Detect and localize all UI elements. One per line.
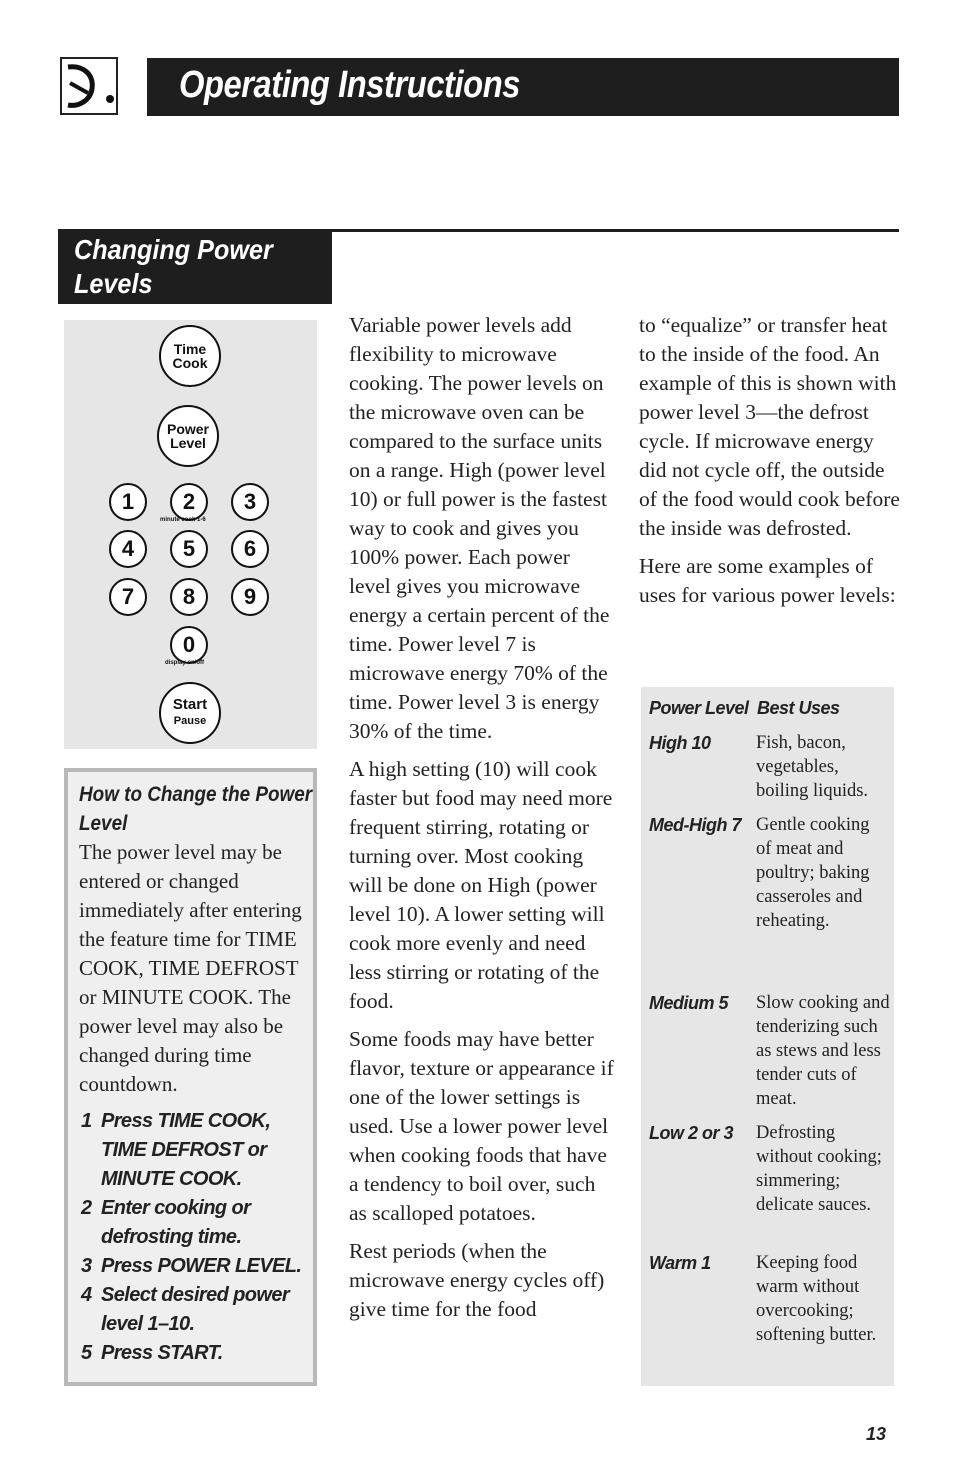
- how-to-steps: [79, 1107, 311, 1368]
- step-item: 2 Enter cooking or defrosting time.: [81, 1197, 251, 1248]
- digit-key-5: 5: [170, 530, 208, 568]
- digit-key-9: 9: [231, 578, 269, 616]
- how-to-box: [64, 768, 317, 1386]
- digit-key-3: 3: [231, 483, 269, 521]
- digit-key-2: 2: [170, 483, 208, 521]
- header-bar: [147, 58, 899, 116]
- step-item: 1 Press TIME COOK, TIME DEFROST or MINUTE COOK.: [81, 1110, 271, 1190]
- time-cook-key: Time Cook: [159, 325, 221, 387]
- display-onoff-label: display on/off: [165, 660, 204, 666]
- digit-key-4: 4: [109, 530, 147, 568]
- digit-key-6: 6: [231, 530, 269, 568]
- section-heading-box: [58, 229, 332, 304]
- power-level-uses: Slow cooking and tenderizing such as stews and less tender cuts of meat.: [756, 993, 890, 1109]
- brand-logo-icon: [60, 57, 118, 115]
- table-header-level: Power Level: [649, 698, 749, 718]
- paragraph: Here are some examples of uses for various power levels:: [639, 554, 896, 607]
- table-header-uses: Best Uses: [757, 698, 840, 718]
- power-level-uses: Keeping food warm without overcooking; softening butter.: [756, 1253, 877, 1345]
- digit-key-0: 0: [170, 626, 208, 664]
- start-pause-key: Start Pause: [159, 682, 221, 744]
- how-to-body: The power level may be entered or changed immediately after entering the feature time for TIME COOK, TIME DEFROST or MINUTE COOK. The power level may also be changed during time countdown.: [79, 840, 302, 1096]
- keypad-illustration: [64, 320, 317, 749]
- paragraph: A high setting (10) will cook faster but food may need more frequent stirring, rotating or turning over. Most cooking will be done on High (power level 10). A lower setting will cook more evenly and need less stirring or rotating of the food.: [349, 757, 613, 1013]
- step-item: 5 Press START.: [81, 1342, 223, 1364]
- paragraph: to “equalize” or transfer heat to the inside of the food. An example of this is shown with power level 3—the defrost cycle. If microwave energy did not cycle off, the outside of the food would cook before the inside was defrosted.: [639, 313, 900, 540]
- paragraph: Variable power levels add flexibility to microwave cooking. The power levels on the microwave oven can be compared to the surface units on a range. High (power level 10) or full power is the fastest way to cook and gives you 100% power. Each power level gives you microwave energy a certain percent of the time. Power level 7 is microwave energy 70% of the time. Power level 3 is energy 30% of the time.: [349, 313, 610, 743]
- power-level-uses: Gentle cooking of meat and poultry; baking casseroles and reheating.: [756, 815, 870, 931]
- page-number: 13: [866, 1424, 887, 1444]
- power-level-key: Power Level: [157, 405, 219, 467]
- body-column-2: [639, 311, 901, 619]
- digit-key-7: 7: [109, 578, 147, 616]
- digit-key-8: 8: [170, 578, 208, 616]
- step-item: 4 Select desired power level 1–10.: [81, 1284, 290, 1335]
- power-level-table: [641, 687, 894, 1386]
- step-item: 3 Press POWER LEVEL.: [81, 1255, 302, 1277]
- power-level-name: High 10: [649, 733, 711, 753]
- power-level-name: Low 2 or 3: [649, 1123, 734, 1143]
- paragraph: Rest periods (when the microwave energy cycles off) give time for the food: [349, 1239, 605, 1321]
- power-level-name: Warm 1: [649, 1253, 711, 1273]
- paragraph: Some foods may have better flavor, texture or appearance if one of the lower settings is used. Use a lower power level when cooking foods that have a tendency to boil over, such as scalloped potatoes.: [349, 1027, 614, 1225]
- power-level-name: Medium 5: [649, 993, 729, 1013]
- power-level-name: Med-High 7: [649, 815, 741, 835]
- how-to-title: How to Change the Power Level: [79, 783, 313, 835]
- section-title: Changing Power Levels: [74, 234, 273, 299]
- power-level-uses: Defrosting without cooking; simmering; delicate sauces.: [756, 1123, 882, 1215]
- power-level-uses: Fish, bacon, vegetables, boiling liquids.: [756, 733, 869, 801]
- digit-key-1: 1: [109, 483, 147, 521]
- minute-cook-label: minute cook 1-6: [160, 517, 206, 523]
- page-title: Operating Instructions: [179, 64, 520, 106]
- body-column-1: [349, 311, 614, 1333]
